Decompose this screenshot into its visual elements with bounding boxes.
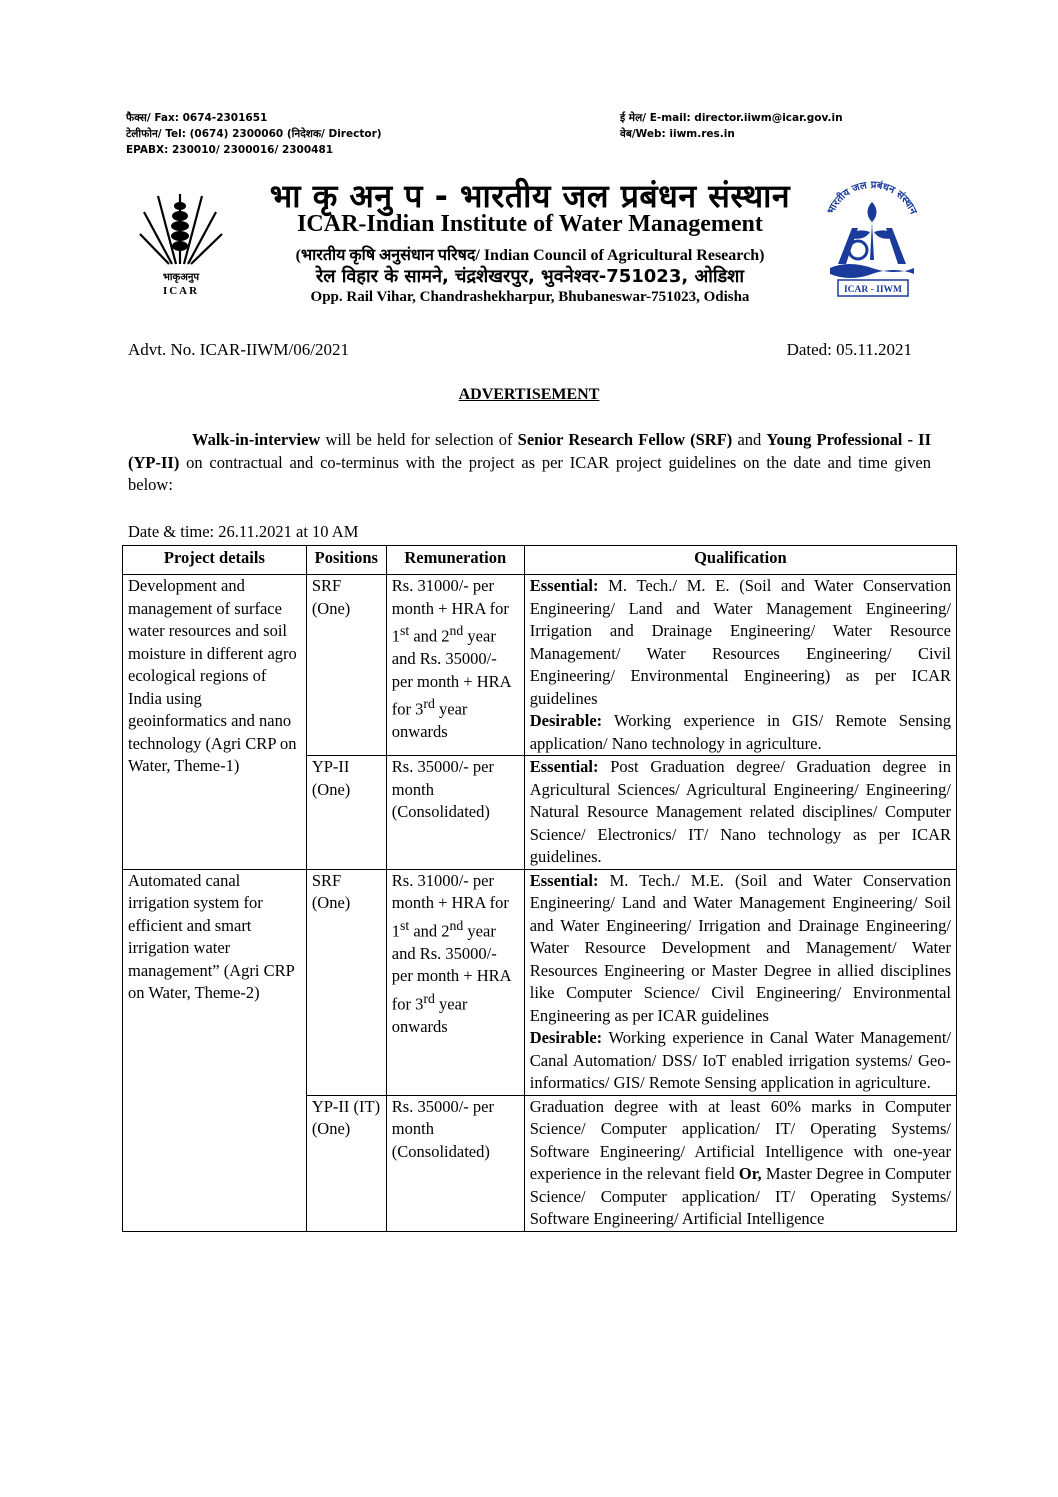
project-2-details: Automated canal irrigation system for efficient and smart irrigation water management” (Agri CRP on Water, Theme-2) — [123, 869, 307, 1231]
address-hindi: रेल विहार के सामने, चंद्रशेखरपुर, भुवनेश्वर-751023, ओडिशा — [315, 266, 745, 287]
logo-right-english: ICAR - IIWM — [843, 285, 903, 295]
advertisement-heading: ADVERTISEMENT — [458, 386, 600, 403]
position-cell: YP-II (IT) (One) — [306, 1095, 386, 1231]
logo-left-english: ICAR — [162, 285, 200, 297]
icar-logo — [136, 176, 226, 300]
interview-datetime: Date & time: 26.11.2021 at 10 AM — [128, 522, 359, 541]
advt-number: Advt. No. ICAR-IIWM/06/2021 — [128, 340, 349, 359]
table-header-row — [123, 546, 957, 575]
qualification-cell: Essential: M. Tech./ M.E. (Soil and Water Conservation Engineering/ Land and Water Management Engineering/ Soil and Water Engineering/ Irrigation and Drainage Engineering/ Water Resource Development and Management/ Water Resources Engineering or Master Degree in allied disciplines like Computer Science/ Civil Engineering/ Environmental Engineering as per ICAR guidelines Desirable: Working experience in Canal Water Management/ Canal Automation/ DSS/ IoT enabled irrigation systems/ Geo-informatics/ GIS/ Remote Sensing application in agriculture. — [524, 869, 956, 1095]
header-qualification: Qualification — [524, 546, 956, 575]
remuneration-cell: Rs. 31000/- per month + HRA for 1st and 2nd year and Rs. 35000/- per month + HRA for 3rd year onwards — [386, 869, 524, 1095]
qualification-cell: Essential: Post Graduation degree/ Graduation degree in Agricultural Sciences/ Agricultural Engineering/ Engineering/ Natural Resource Management related disciplines/ Computer Science/ Electronics/ IT/ Nano technology as per ICAR guidelines. — [524, 756, 956, 870]
iiwm-logo — [818, 168, 926, 300]
hindi-title: भा कृ अनु प - भारतीय जल प्रबंधन संस्थान — [269, 177, 791, 215]
intro-text-2: and — [732, 430, 767, 449]
position-cell: YP-II (One) — [306, 756, 386, 870]
fax-text: फैक्स/ Fax: 0674-2301651 — [126, 112, 268, 124]
institute-title: ICAR-Indian Institute of Water Management — [297, 211, 763, 237]
intro-yp: Young Professional - II (YP-II) — [128, 430, 932, 472]
tel-text: टेलीफोन/ Tel: (0674) 2300060 (निदेशक/ Director) — [126, 128, 382, 140]
intro-text-1: will be held for selection of — [320, 430, 518, 449]
header-remuneration: Remuneration — [386, 546, 524, 575]
council-line: (भारतीय कृषि अनुसंधान परिषद/ Indian Council of Agricultural Research) — [295, 247, 765, 264]
table-row — [123, 575, 957, 756]
intro-paragraph — [128, 429, 931, 497]
address-english: Opp. Rail Vihar, Chandrashekharpur, Bhubaneswar-751023, Odisha — [310, 289, 750, 305]
logo-right-hindi: भारतीय जल प्रबंधन संस्थान — [825, 179, 919, 217]
qualification-cell: Graduation degree with at least 60% marks in Computer Science/ Computer application/ IT/ Operating Systems/ Software Engineering/ Artificial Intelligence with one-year experience in the relevant field Or, Master Degree in Computer Science/ Computer application/ IT/ Operating Systems/ Software Engineering/ Artificial Intelligence — [524, 1095, 956, 1231]
project-1-details: Development and management of surface water resources and soil moisture in different agro ecological regions of India using geoinformatics and nano technology (Agri CRP on Water, Theme-1) — [123, 575, 307, 870]
remuneration-cell: Rs. 31000/- per month + HRA for 1st and 2nd year and Rs. 35000/- per month + HRA for 3rd year onwards — [386, 575, 524, 756]
remuneration-cell: Rs. 35000/- per month (Consolidated) — [386, 756, 524, 870]
remuneration-cell: Rs. 35000/- per month (Consolidated) — [386, 1095, 524, 1231]
position-cell: SRF (One) — [306, 575, 386, 756]
table-row — [123, 869, 957, 1095]
intro-srf: Senior Research Fellow (SRF) — [517, 430, 733, 449]
positions-table — [122, 545, 957, 1232]
header-positions: Positions — [306, 546, 386, 575]
intro-text-3: on contractual and co-terminus with the project as per ICAR project guidelines on the date and time given below: — [128, 452, 931, 494]
intro-walkin: Walk-in-interview — [192, 430, 321, 449]
contact-right — [620, 110, 843, 142]
epabx-text: EPABX: 230010/ 2300016/ 2300481 — [126, 144, 334, 156]
email-text: ई मेल/ E-mail: director.iiwm@icar.gov.in — [620, 112, 843, 124]
qualification-cell: Essential: M. Tech./ M. E. (Soil and Water Conservation Engineering/ Land and Water Management Engineering/ Irrigation and Drainage Engineering/ Water Resource Management/ Water Resources Engineering/ Civil Engineering/ Environmental Engineering) as per ICAR guidelines Desirable: Working experience in GIS/ Remote Sensing application/ Nano technology in agriculture. — [524, 575, 956, 756]
web-text: वेब/Web: iiwm.res.in — [620, 128, 735, 140]
contact-left — [126, 110, 382, 158]
logo-left-hindi: भाकृअनुप — [162, 272, 200, 283]
advt-date: Dated: 05.11.2021 — [786, 340, 912, 359]
position-cell: SRF (One) — [306, 869, 386, 1095]
header-project: Project details — [123, 546, 307, 575]
